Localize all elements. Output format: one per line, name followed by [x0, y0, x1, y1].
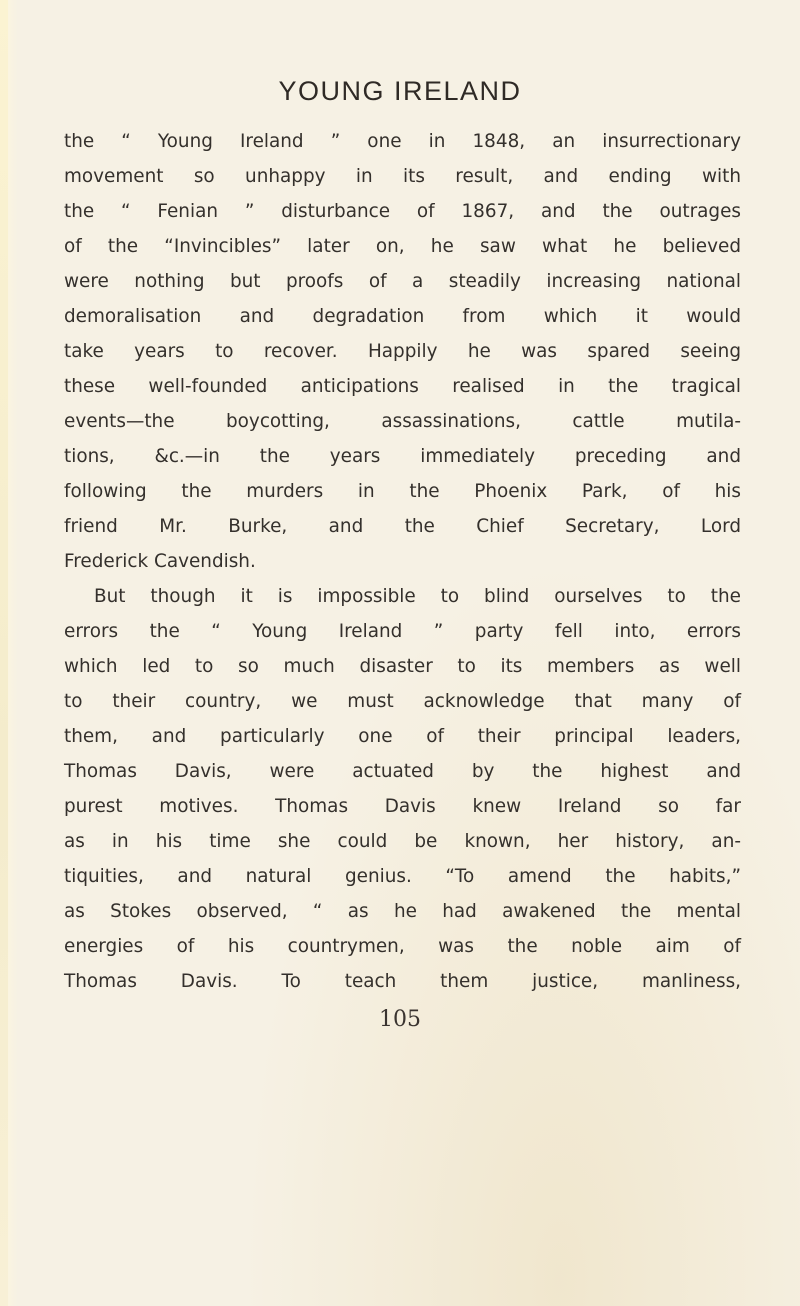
text-line: as Stokes observed, “ as he had awakened the mental [64, 901, 741, 922]
text-line: which led to so much disaster to its members as well [64, 656, 741, 677]
text-line: tiquities, and natural genius. “To amend the habits,” [64, 866, 741, 887]
text-line: movement so unhappy in its result, and ending with [64, 166, 741, 187]
text-line: Frederick Cavendish. [64, 551, 256, 572]
text-line: following the murders in the Phoenix Park, of his [64, 481, 741, 502]
text-line: the “ Fenian ” disturbance of 1867, and the outrages [64, 201, 741, 222]
text-line: as in his time she could be known, her history, an- [64, 831, 741, 852]
text-line: purest motives. Thomas Davis knew Ireland so far [64, 796, 741, 817]
text-line: Thomas Davis. To teach them justice, manliness, [64, 971, 741, 992]
text-line: the “ Young Ireland ” one in 1848, an insurrectionary [64, 131, 741, 152]
text-line: tions, &c.—in the years immediately preceding and [64, 446, 741, 467]
text-line: Thomas Davis, were actuated by the highest and [64, 761, 741, 782]
text-line: of the “Invincibles” later on, he saw what he believed [64, 236, 741, 257]
text-line: them, and particularly one of their principal leaders, [64, 726, 741, 747]
page-edge [0, 0, 8, 1306]
text-line: events—the boycotting, assassinations, cattle mutila- [64, 411, 741, 432]
running-head: YOUNG IRELAND [278, 76, 522, 106]
text-line: these well-founded anticipations realised in the tragical [64, 376, 741, 397]
text-line: But though it is impossible to blind ourselves to the [94, 586, 741, 607]
text-line: errors the “ Young Ireland ” party fell into, errors [64, 621, 741, 642]
text-line: energies of his countrymen, was the noble aim of [64, 936, 741, 957]
page-number: 105 [379, 1007, 421, 1032]
text-line: were nothing but proofs of a steadily increasing national [64, 271, 741, 292]
text-line: to their country, we must acknowledge that many of [64, 691, 741, 712]
text-line: demoralisation and degradation from which it would [64, 306, 741, 327]
text-line: friend Mr. Burke, and the Chief Secretary, Lord [64, 516, 741, 537]
text-line: take years to recover. Happily he was spared seeing [64, 341, 741, 362]
body-text [64, 124, 741, 999]
